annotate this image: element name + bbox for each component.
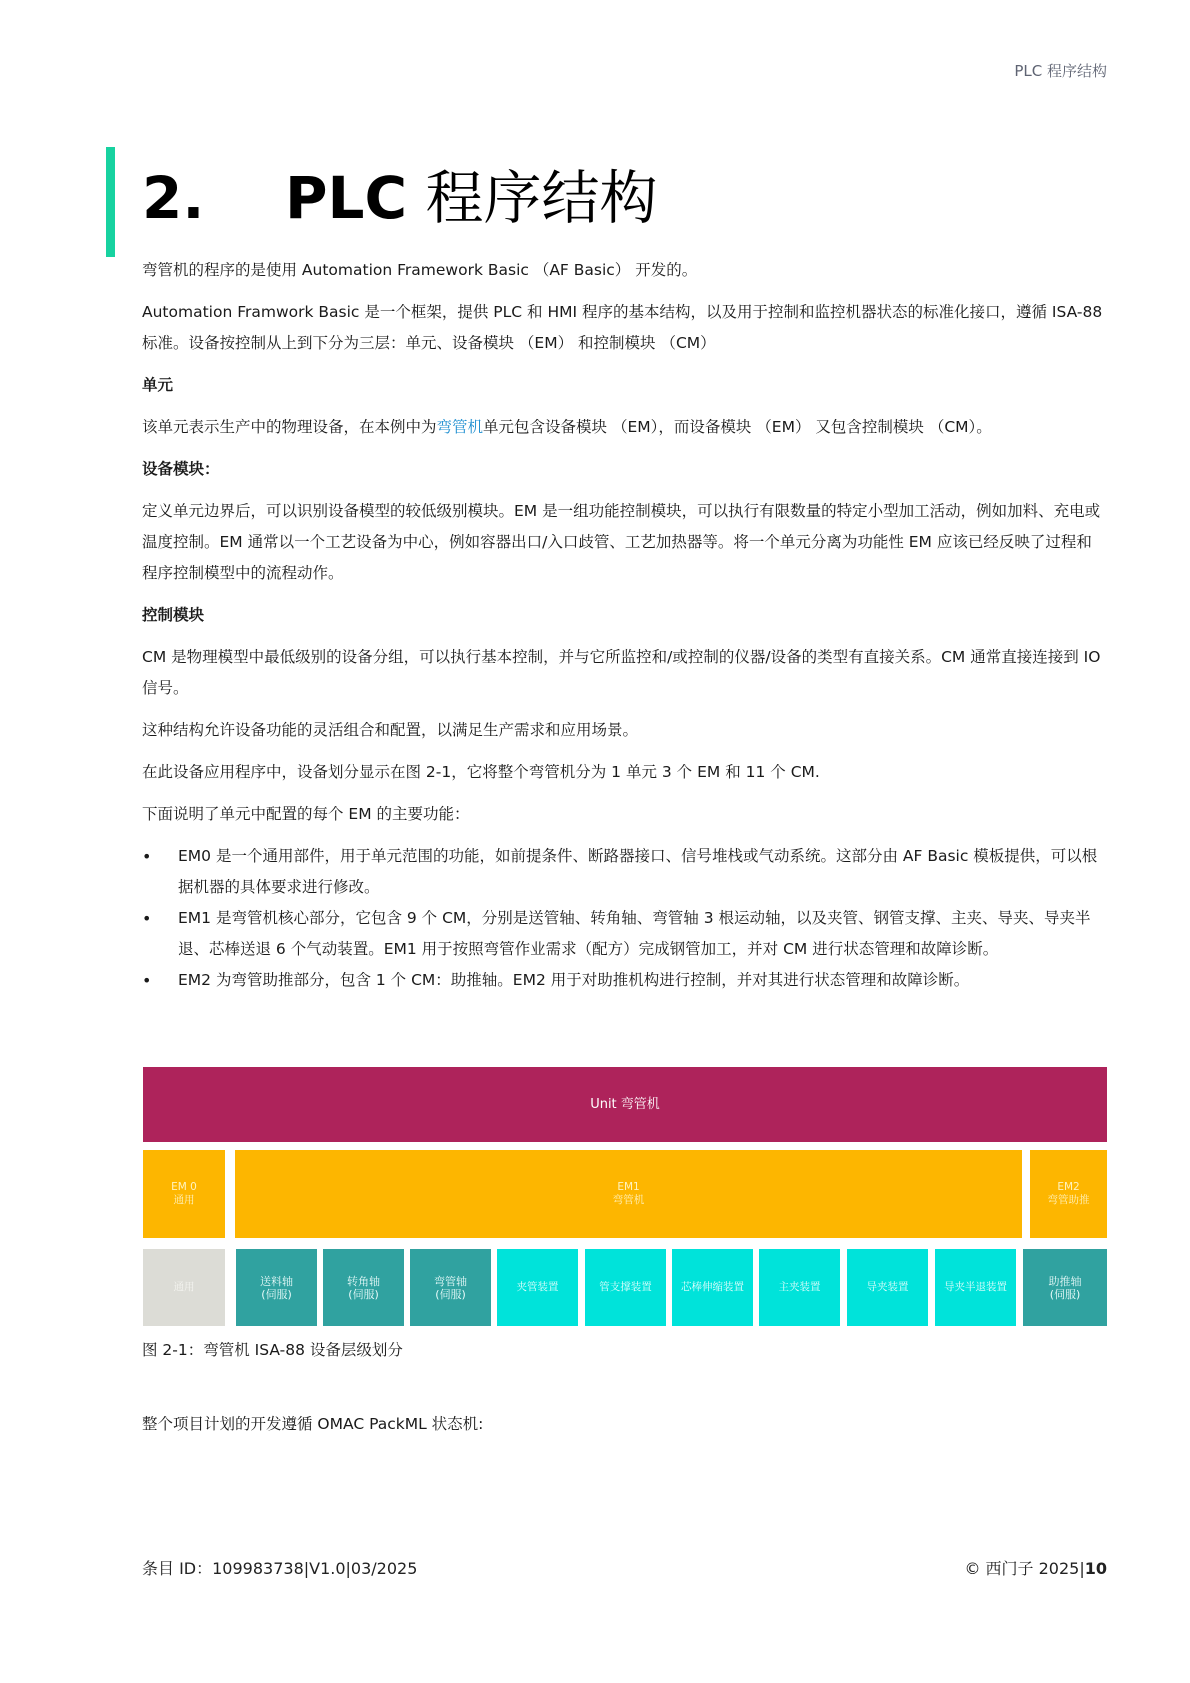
isa88-hierarchy-diagram xyxy=(143,1067,1107,1326)
cm-label: 转角轴 xyxy=(347,1274,380,1288)
unit-block xyxy=(143,1067,1107,1142)
cm-paragraph: CM 是物理模型中最低级别的设备分组，可以执行基本控制，并与它所监控和/或控制的仪器/设备的类型有直接关系。CM 通常直接连接到 IO 信号。 xyxy=(142,648,1101,697)
footer-entry-id: 条目 ID：109983738|V1.0|03/2025 xyxy=(142,1559,418,1578)
chapter-title xyxy=(142,160,658,236)
cm-label: 导夹装置 xyxy=(866,1281,909,1293)
cm-block-guide-clamp-half xyxy=(935,1249,1016,1326)
list-item: • EM0 是一个通用部件，用于单元范围的功能，如前提条件、断路器接口、信号堆栈或气动系统。这部分由 AF Basic 模板提供，可以根据机器的具体要求进行修改。 xyxy=(142,841,1107,903)
cm-label: 夹管装置 xyxy=(516,1281,559,1293)
em0-block xyxy=(143,1150,225,1238)
em-sublabel: 通用 xyxy=(173,1194,195,1206)
cm-block-feed-axis xyxy=(236,1249,317,1326)
footer-copyright xyxy=(964,1556,1107,1579)
page-number: 10 xyxy=(1084,1559,1107,1578)
figure-reference-paragraph: 在此设备应用程序中，设备划分显示在图 2-1，它将整个弯管机分为 1 单元 3 个 EM 和 11 个 CM. xyxy=(142,763,820,781)
omac-paragraph: 整个项目计划的开发遵循 OMAC PackML 状态机: xyxy=(142,1415,484,1433)
cm-block-clamp xyxy=(497,1249,578,1326)
cm-sublabel: (伺服) xyxy=(435,1287,466,1301)
chapter-number: 2. xyxy=(142,164,205,232)
cm-block-guide-clamp xyxy=(847,1249,928,1326)
figure-caption: 图 2-1：弯管机 ISA-88 设备层级划分 xyxy=(142,1341,403,1359)
cm-block-main-clamp xyxy=(759,1249,840,1326)
cm-sublabel: (伺服) xyxy=(348,1287,379,1301)
list-item: • EM2 为弯管助推部分，包含 1 个 CM：助推轴。EM2 用于对助推机构进行控制，并对其进行状态管理和故障诊断。 xyxy=(142,965,1107,996)
cm-label: 主夹装置 xyxy=(778,1281,821,1293)
intro-paragraph: 弯管机的程序的是使用 Automation Framework Basic （AF Basic） 开发的。 xyxy=(142,261,698,279)
copyright-text: © 西门子 2025| xyxy=(964,1559,1085,1578)
em1-block xyxy=(235,1150,1022,1238)
unit-text-pre: 该单元表示生产中的物理设备，在本例中为 xyxy=(142,418,437,436)
cm-block-rotate-axis xyxy=(323,1249,404,1326)
cm-block-pipe-support xyxy=(585,1249,666,1326)
chapter-title-cn: 程序结构 xyxy=(425,164,658,232)
em-sublabel: 弯管机 xyxy=(612,1194,645,1206)
cm-label: 芯棒伸缩装置 xyxy=(681,1281,744,1293)
link-pipe-bender[interactable]: 弯管机 xyxy=(436,418,484,436)
em2-block xyxy=(1030,1150,1107,1238)
running-header: PLC 程序结构 xyxy=(1014,62,1107,80)
unit-label: Unit 弯管机 xyxy=(590,1097,660,1112)
em-label: EM1 xyxy=(617,1181,640,1193)
unit-text-post: 单元包含设备模块 （EM），而设备模块 （EM） 又包含控制模块 （CM）。 xyxy=(483,418,992,436)
heading-unit: 单元 xyxy=(142,376,174,394)
cm-sublabel: (伺服) xyxy=(1049,1287,1081,1301)
cm-label: 送料轴 xyxy=(260,1274,293,1288)
unit-paragraph xyxy=(142,412,1107,443)
list-intro-paragraph: 下面说明了单元中配置的每个 EM 的主要功能： xyxy=(142,805,470,823)
cm-label: 导夹半退装置 xyxy=(944,1281,1007,1293)
list-item: • EM1 是弯管机核心部分，它包含 9 个 CM，分别是送管轴、转角轴、弯管轴 3 根运动轴，以及夹管、钢管支撑、主夹、导夹、导夹半退、芯棒送退 6 个气动装置。EM1 用于按照弯管作业需求（配方）完成钢管加工，并对 CM 进行状态管理和故障诊断。 xyxy=(142,903,1107,965)
cm-block-general xyxy=(143,1249,225,1326)
cm-label: 弯管轴 xyxy=(434,1274,467,1288)
em-sublabel: 弯管助推 xyxy=(1047,1194,1090,1206)
heading-control-module: 控制模块 xyxy=(142,606,205,624)
cm-block-mandrel xyxy=(672,1249,753,1326)
em-label: EM2 xyxy=(1057,1181,1080,1193)
flex-paragraph: 这种结构允许设备功能的灵活组合和配置，以满足生产需求和应用场景。 xyxy=(142,721,639,739)
cm-block-bend-axis xyxy=(410,1249,491,1326)
heading-equipment-module: 设备模块： xyxy=(142,460,220,478)
cm-label: 通用 xyxy=(173,1281,195,1293)
em-label: EM 0 xyxy=(171,1181,197,1193)
cm-block-booster-axis xyxy=(1023,1249,1107,1326)
em-bullet-list xyxy=(142,841,1107,996)
body-content xyxy=(142,255,1107,1004)
framework-paragraph: Automation Framwork Basic 是一个框架，提供 PLC 和 HMI 程序的基本结构，以及用于控制和监控机器状态的标准化接口，遵循 ISA-88 标准。设备按控制从上到下分为三层：单元、设备模块 （EM） 和控制模块 （CM） xyxy=(142,303,1103,352)
cm-sublabel: (伺服) xyxy=(261,1287,292,1301)
cm-label: 助推轴 xyxy=(1048,1274,1082,1288)
cm-label: 管支撑装置 xyxy=(599,1281,652,1293)
em-paragraph: 定义单元边界后，可以识别设备模型的较低级别模块。EM 是一组功能控制模块，可以执行有限数量的特定小型加工活动，例如加料、充电或温度控制。EM 通常以一个工艺设备为中心，例如容器出口/入口歧管、工艺加热器等。将一个单元分离为功能性 EM 应该已经反映了过程和程序控制模型中的流程动作。 xyxy=(142,502,1101,582)
chapter-accent-bar xyxy=(106,147,115,257)
chapter-title-latin: PLC xyxy=(285,164,408,232)
